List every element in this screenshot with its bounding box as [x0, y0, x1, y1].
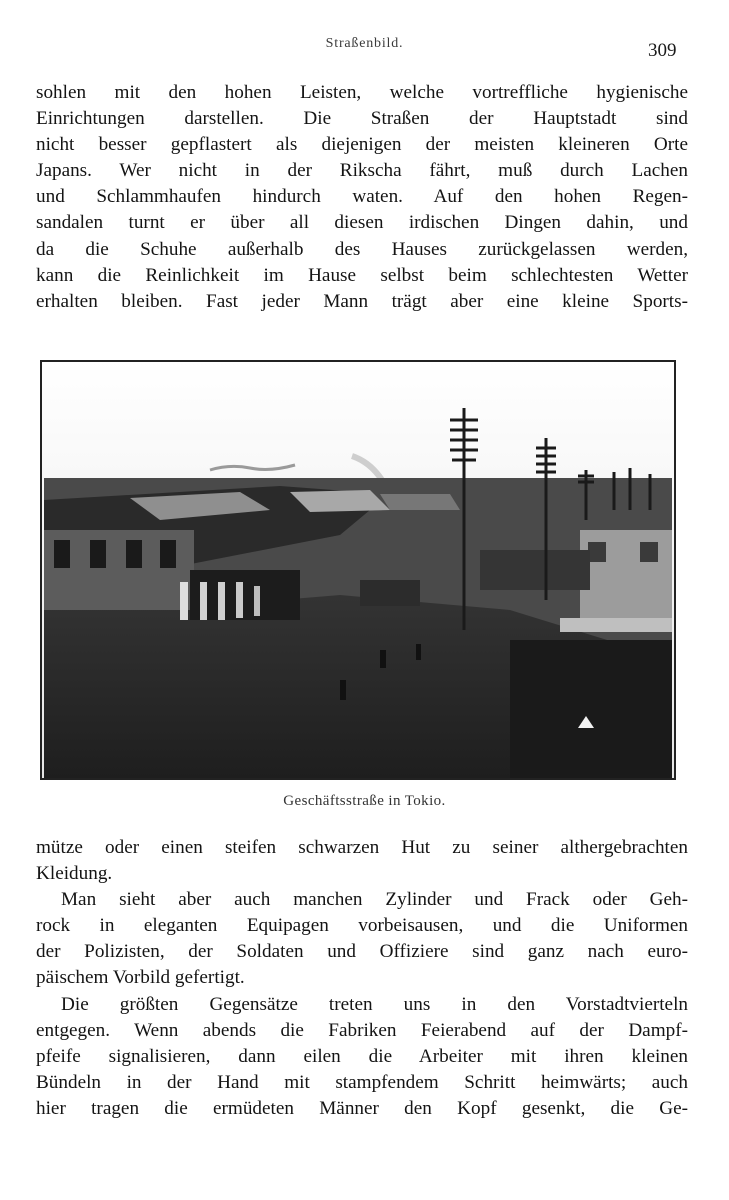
street-photograph	[40, 360, 676, 780]
text-line: der Polizisten, der Soldaten und Offiziere sind ganz nach euro-	[36, 941, 688, 963]
text-line: Japans. Wer nicht in der Rikscha fährt, muß durch Lachen	[36, 160, 688, 182]
text-line: Man sieht aber auch manchen Zylinder und Frack oder Geh-	[61, 889, 688, 910]
text-line: hier tragen die ermüdeten Männer den Kopf gesenkt, die Ge-	[36, 1098, 688, 1120]
text-line: und Schlammhaufen hindurch waten. Auf den hohen Regen-	[36, 186, 688, 208]
text-line: entgegen. Wenn abends die Fabriken Feierabend auf der Dampf-	[36, 1020, 688, 1042]
paragraph-1	[36, 80, 688, 315]
text-line: Die größten Gegensätze treten uns in den Vorstadtvierteln	[61, 994, 688, 1015]
text-line: Bündeln in der Hand mit stampfendem Schritt heimwärts; auch	[36, 1072, 688, 1094]
text-line: nicht besser gepflastert als diejenigen der meisten kleineren Orte	[36, 134, 688, 156]
text-line: pfeife signalisieren, dann eilen die Arbeiter mit ihren kleinen	[36, 1046, 688, 1068]
text-line: Einrichtungen darstellen. Die Straßen der Hauptstadt sind	[36, 108, 688, 130]
page-number: 309	[648, 40, 677, 61]
text-line: rock in eleganten Equipagen vorbeisausen, und die Uniformen	[36, 915, 688, 937]
paragraph-2	[36, 835, 688, 887]
paragraph-3	[36, 887, 688, 991]
text-line: erhalten bleiben. Fast jeder Mann trägt aber eine kleine Sports-	[36, 290, 688, 312]
text-line: sohlen mit den hohen Leisten, welche vortreffliche hygienische	[36, 82, 688, 103]
text-line: päischem Vorbild gefertigt.	[36, 967, 245, 989]
text-line: kann die Reinlichkeit im Hause selbst beim schlechtesten Wetter	[36, 264, 688, 286]
text-line: Kleidung.	[36, 863, 113, 885]
text-line: da die Schuhe außerhalb des Hauses zurückgelassen werden,	[36, 238, 688, 260]
text-line: sandalen turnt er über all diesen irdischen Dingen dahin, und	[36, 212, 688, 234]
figure-caption: Geschäftsstraße in Tokio.	[283, 793, 446, 809]
text-line: mütze oder einen steifen schwarzen Hut zu seiner althergebrachten	[36, 837, 688, 858]
running-head: Straßenbild.	[325, 36, 404, 51]
paragraph-4	[36, 992, 688, 1122]
